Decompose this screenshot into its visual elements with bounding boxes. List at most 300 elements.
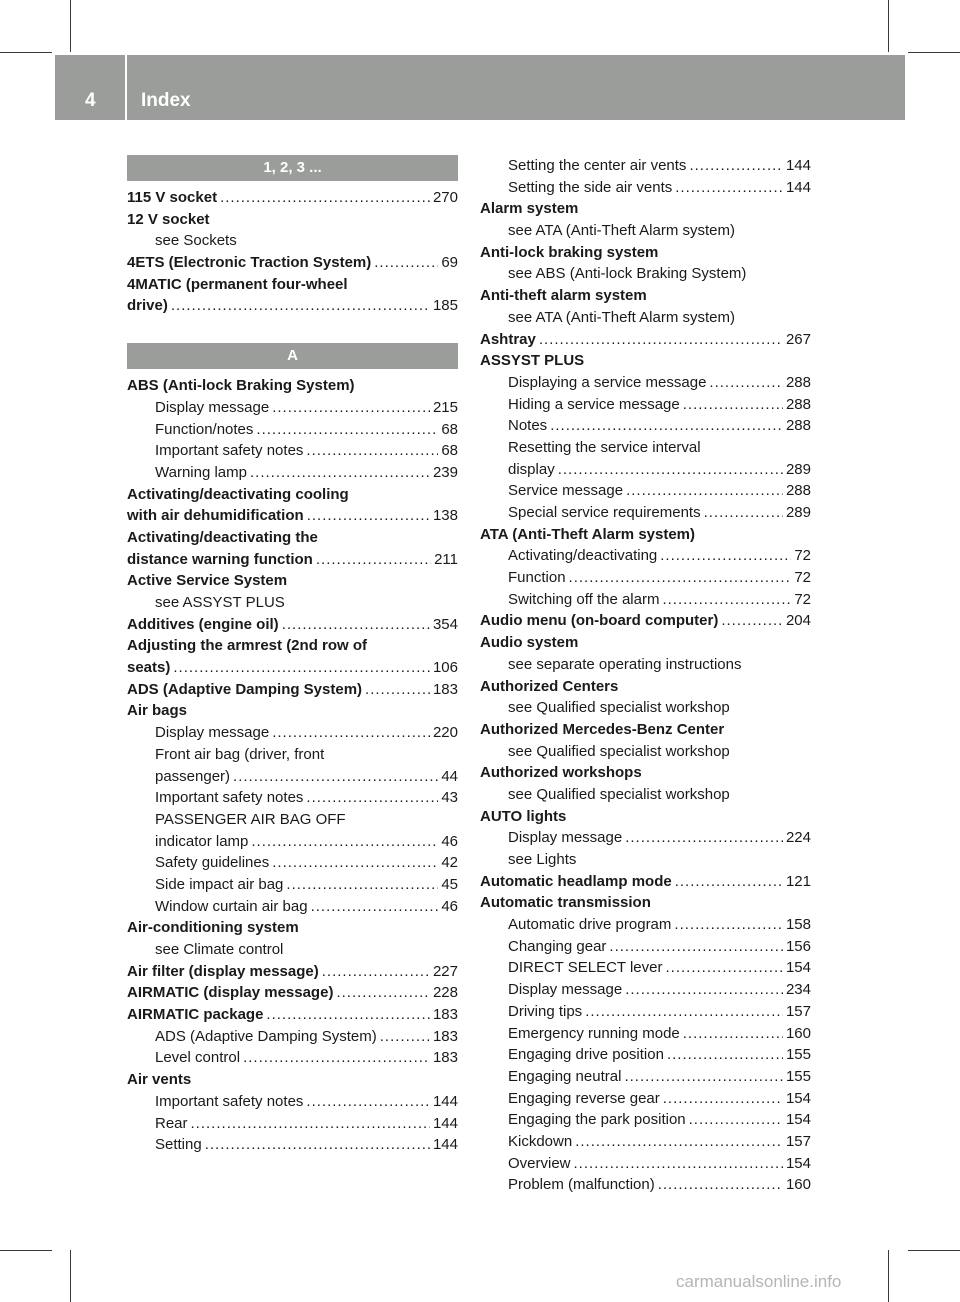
index-subentry bbox=[480, 459, 811, 481]
index-subentry bbox=[480, 1001, 811, 1023]
watermark: carmanualsonline.info bbox=[676, 1272, 842, 1291]
section-heading: A bbox=[127, 343, 458, 369]
dot-leader bbox=[233, 766, 438, 788]
dot-leader bbox=[173, 657, 430, 679]
index-subentry bbox=[480, 979, 811, 1001]
index-entry bbox=[127, 209, 458, 231]
crop-mark bbox=[888, 1250, 889, 1302]
entry-text: Display message bbox=[155, 724, 270, 742]
page-reference[interactable]: 144 bbox=[432, 1136, 458, 1154]
entry-text: 115 V socket bbox=[127, 189, 218, 206]
entry-text: Notes bbox=[508, 417, 548, 435]
dot-leader bbox=[250, 462, 430, 484]
page-reference[interactable]: 72 bbox=[794, 547, 811, 565]
index-subentry bbox=[127, 744, 458, 766]
dot-leader bbox=[675, 871, 783, 893]
index-subentry bbox=[480, 697, 811, 719]
dot-leader bbox=[683, 394, 783, 416]
index-subentry bbox=[480, 1023, 811, 1045]
crop-mark bbox=[70, 1250, 71, 1302]
index-subentry bbox=[127, 397, 458, 419]
index-subentry bbox=[480, 480, 811, 502]
page-reference[interactable]: 288 bbox=[785, 482, 811, 500]
entry-text: ASSYST PLUS bbox=[480, 352, 585, 370]
index-entry bbox=[127, 657, 458, 679]
dot-leader bbox=[306, 1091, 430, 1113]
entry-text: Setting the side air vents bbox=[508, 178, 673, 196]
page-reference[interactable]: 288 bbox=[785, 395, 811, 413]
entry-text: Audio system bbox=[480, 634, 579, 652]
page-reference[interactable]: 185 bbox=[432, 297, 458, 315]
entry-text: Driving tips bbox=[508, 1002, 583, 1020]
dot-leader bbox=[272, 722, 430, 744]
entry-text: see Qualified specialist workshop bbox=[508, 742, 730, 760]
index-subentry bbox=[480, 914, 811, 936]
entry-text: ADS (Adaptive Damping System) bbox=[127, 680, 363, 698]
crop-mark bbox=[0, 52, 52, 53]
entry-text: Anti-lock braking system bbox=[480, 243, 659, 261]
dot-leader bbox=[575, 1131, 783, 1153]
page-reference[interactable]: 154 bbox=[785, 959, 811, 977]
index-entry bbox=[127, 295, 458, 317]
entry-text: Setting bbox=[155, 1136, 202, 1154]
page-reference[interactable]: 183 bbox=[432, 1006, 458, 1024]
entry-text: Display message bbox=[508, 829, 623, 847]
entry-text: Side impact air bag bbox=[155, 875, 284, 893]
crop-mark bbox=[908, 52, 960, 53]
page-title: Index bbox=[141, 90, 191, 111]
dot-leader bbox=[689, 155, 783, 177]
entry-text: Safety guidelines bbox=[155, 854, 270, 872]
entry-text: Air bags bbox=[127, 702, 188, 720]
entry-text: Function/notes bbox=[155, 420, 254, 438]
page-reference[interactable]: 156 bbox=[785, 937, 811, 955]
index-subentry bbox=[480, 394, 811, 416]
index-subentry bbox=[480, 220, 811, 242]
index-subentry bbox=[480, 177, 811, 199]
page-reference[interactable]: 155 bbox=[785, 1046, 811, 1064]
index-entry bbox=[480, 524, 811, 546]
entry-text: Anti-theft alarm system bbox=[480, 287, 647, 305]
index-entry bbox=[127, 527, 458, 549]
dot-leader bbox=[311, 896, 439, 918]
entry-text: Setting the center air vents bbox=[508, 157, 687, 174]
entry-text: drive) bbox=[127, 297, 168, 315]
page-reference[interactable]: 211 bbox=[434, 550, 458, 568]
index-entry bbox=[127, 252, 458, 274]
dot-leader bbox=[266, 1004, 430, 1026]
index-entry bbox=[127, 505, 458, 527]
entry-text: Switching off the alarm bbox=[508, 590, 660, 608]
entry-text: AIRMATIC package bbox=[127, 1006, 264, 1024]
entry-text: Function bbox=[508, 569, 566, 587]
entry-text: PASSENGER AIR BAG OFF bbox=[155, 810, 346, 828]
index-subentry bbox=[480, 545, 811, 567]
entry-text: 4MATIC (permanent four-wheel bbox=[127, 275, 348, 293]
entry-text: see ASSYST PLUS bbox=[155, 594, 285, 611]
entry-text: indicator lamp bbox=[155, 832, 249, 850]
dot-leader bbox=[660, 545, 791, 567]
page-reference[interactable]: 154 bbox=[785, 1089, 811, 1107]
page-reference[interactable]: 43 bbox=[441, 789, 458, 807]
index-subentry bbox=[127, 419, 458, 441]
index-entry bbox=[127, 614, 458, 636]
index-entry bbox=[480, 285, 811, 307]
index-subentry bbox=[127, 874, 458, 896]
index-subentry bbox=[480, 155, 811, 177]
index-subentry bbox=[480, 1109, 811, 1131]
entry-text: see Sockets bbox=[155, 232, 237, 250]
page-reference[interactable]: 144 bbox=[785, 178, 811, 196]
entry-text: Automatic headlamp mode bbox=[480, 872, 672, 890]
dot-leader bbox=[272, 397, 430, 419]
entry-text: Important safety notes bbox=[155, 1092, 304, 1110]
page-reference[interactable]: 160 bbox=[785, 1176, 811, 1194]
index-entry bbox=[480, 892, 811, 914]
page-reference[interactable]: 157 bbox=[785, 1002, 811, 1020]
entry-text: Automatic drive program bbox=[508, 916, 672, 934]
dot-leader bbox=[306, 787, 438, 809]
index-subentry bbox=[127, 1047, 458, 1069]
index-subentry bbox=[480, 1088, 811, 1110]
page-reference[interactable]: 220 bbox=[432, 724, 458, 742]
entry-text: AUTO lights bbox=[480, 807, 567, 825]
dot-leader bbox=[374, 252, 438, 274]
index-entry bbox=[480, 198, 811, 220]
entry-text: Automatic transmission bbox=[480, 894, 651, 912]
index-subentry bbox=[480, 307, 811, 329]
index-subentry bbox=[480, 1131, 811, 1153]
index-subentry bbox=[480, 957, 811, 979]
crop-mark bbox=[0, 1250, 52, 1251]
dot-leader bbox=[243, 1047, 430, 1069]
page-reference[interactable]: 289 bbox=[785, 460, 811, 478]
entry-text: Engaging neutral bbox=[508, 1067, 622, 1085]
entry-text: Displaying a service message bbox=[508, 373, 707, 391]
entry-text: Overview bbox=[508, 1154, 571, 1172]
index-entry bbox=[480, 350, 811, 372]
dot-leader bbox=[286, 874, 438, 896]
page-reference[interactable]: 44 bbox=[441, 767, 458, 785]
dot-leader bbox=[689, 1109, 783, 1131]
entry-text: Activating/deactivating cooling bbox=[127, 485, 349, 503]
dot-leader bbox=[663, 1088, 783, 1110]
dot-leader bbox=[574, 1153, 783, 1175]
entry-text: ADS (Adaptive Damping System) bbox=[155, 1027, 377, 1045]
header-divider bbox=[125, 55, 127, 120]
section-spacer bbox=[127, 317, 458, 343]
index-subentry bbox=[127, 1134, 458, 1156]
page-reference[interactable]: 234 bbox=[785, 981, 811, 999]
entry-text: 4ETS (Electronic Traction System) bbox=[127, 254, 372, 272]
dot-leader bbox=[675, 177, 783, 199]
page-reference[interactable]: 215 bbox=[432, 398, 458, 416]
entry-text: Engaging the park position bbox=[508, 1111, 686, 1129]
page-reference[interactable]: 204 bbox=[785, 612, 811, 630]
dot-leader bbox=[272, 852, 438, 874]
index-subentry bbox=[127, 462, 458, 484]
index-entry bbox=[127, 187, 458, 209]
dot-leader bbox=[251, 831, 438, 853]
index-subentry bbox=[127, 1113, 458, 1135]
index-subentry bbox=[127, 787, 458, 809]
dot-leader bbox=[322, 961, 430, 983]
page-reference[interactable]: 155 bbox=[785, 1067, 811, 1085]
page-reference[interactable]: 158 bbox=[785, 916, 811, 934]
dot-leader bbox=[220, 187, 430, 209]
dot-leader bbox=[609, 936, 783, 958]
crop-mark bbox=[70, 0, 71, 52]
index-subentry bbox=[480, 1174, 811, 1196]
entry-text: Problem (malfunction) bbox=[508, 1176, 655, 1194]
entry-text: Changing gear bbox=[508, 937, 607, 955]
entry-text: see ABS (Anti-lock Braking System) bbox=[508, 265, 747, 283]
entry-text: Warning lamp bbox=[155, 463, 247, 481]
dot-leader bbox=[625, 827, 783, 849]
index-subentry bbox=[127, 939, 458, 961]
dot-leader bbox=[282, 614, 430, 636]
crop-mark bbox=[908, 1250, 960, 1251]
page-number: 4 bbox=[85, 90, 96, 111]
dot-leader bbox=[306, 440, 438, 462]
entry-text: DIRECT SELECT lever bbox=[508, 959, 663, 977]
entry-text: 12 V socket bbox=[127, 210, 210, 228]
index-subentry bbox=[127, 722, 458, 744]
dot-leader bbox=[667, 1044, 783, 1066]
dot-leader bbox=[666, 957, 783, 979]
index-entry bbox=[127, 549, 458, 571]
entry-text: Display message bbox=[155, 398, 270, 416]
entry-text: see ATA (Anti-Theft Alarm system) bbox=[508, 222, 736, 240]
page-reference[interactable]: 239 bbox=[432, 463, 458, 481]
dot-leader bbox=[191, 1113, 430, 1135]
dot-leader bbox=[365, 679, 430, 701]
index-entry bbox=[480, 762, 811, 784]
index-entry bbox=[480, 610, 811, 632]
index-subentry bbox=[480, 437, 811, 459]
page-reference[interactable]: 154 bbox=[785, 1111, 811, 1129]
index-subentry bbox=[480, 502, 811, 524]
index-entry bbox=[127, 484, 458, 506]
entry-text: Kickdown bbox=[508, 1132, 573, 1150]
page-reference[interactable]: 121 bbox=[785, 872, 811, 890]
entry-text: Front air bag (driver, front bbox=[155, 745, 325, 763]
entry-text: Air vents bbox=[127, 1071, 192, 1089]
index-subentry bbox=[127, 592, 458, 614]
index-subentry bbox=[480, 1153, 811, 1175]
page-reference[interactable]: 183 bbox=[432, 680, 458, 698]
page-reference[interactable]: 227 bbox=[432, 962, 458, 980]
index-subentry bbox=[127, 852, 458, 874]
entry-text: distance warning function bbox=[127, 550, 313, 568]
page-reference[interactable]: 144 bbox=[432, 1092, 458, 1110]
index-subentry bbox=[127, 1026, 458, 1048]
index-subentry bbox=[480, 827, 811, 849]
index-entry bbox=[480, 871, 811, 893]
index-entry bbox=[127, 1004, 458, 1026]
page-reference[interactable]: 72 bbox=[794, 590, 811, 608]
index-entry bbox=[480, 242, 811, 264]
entry-text: see Lights bbox=[508, 851, 577, 868]
page-reference[interactable]: 154 bbox=[785, 1154, 811, 1172]
index-column-left bbox=[127, 155, 458, 1156]
dot-leader bbox=[674, 914, 783, 936]
entry-text: Air-conditioning system bbox=[127, 919, 299, 937]
index-entry bbox=[127, 635, 458, 657]
entry-text: Important safety notes bbox=[155, 789, 304, 807]
entry-text: Service message bbox=[508, 482, 624, 500]
index-entry bbox=[127, 1069, 458, 1091]
index-subentry bbox=[127, 230, 458, 252]
index-subentry bbox=[480, 263, 811, 285]
page-reference[interactable]: 68 bbox=[441, 442, 458, 460]
entry-text: Authorized Centers bbox=[480, 677, 619, 695]
page-reference[interactable]: 354 bbox=[432, 615, 458, 633]
index-entry bbox=[480, 329, 811, 351]
dot-leader bbox=[704, 502, 783, 524]
entry-text: AIRMATIC (display message) bbox=[127, 984, 334, 1002]
index-entry bbox=[127, 961, 458, 983]
index-subentry bbox=[480, 741, 811, 763]
page-reference[interactable]: 144 bbox=[432, 1114, 458, 1132]
index-subentry bbox=[127, 831, 458, 853]
page-reference[interactable]: 46 bbox=[441, 832, 458, 850]
index-entry bbox=[127, 375, 458, 397]
entry-text: ATA (Anti-Theft Alarm system) bbox=[480, 525, 696, 543]
section-heading: 1, 2, 3 ... bbox=[127, 155, 458, 181]
entry-text: Active Service System bbox=[127, 572, 288, 590]
dot-leader bbox=[316, 549, 431, 571]
page-reference[interactable]: 45 bbox=[441, 875, 458, 893]
dot-leader bbox=[205, 1134, 430, 1156]
entry-text: Air filter (display message) bbox=[127, 962, 319, 980]
dot-leader bbox=[625, 979, 783, 1001]
entry-text: Ashtray bbox=[480, 330, 536, 348]
dot-leader bbox=[683, 1023, 783, 1045]
index-entry bbox=[127, 274, 458, 296]
dot-leader bbox=[658, 1174, 783, 1196]
page-reference[interactable]: 160 bbox=[785, 1024, 811, 1042]
crop-mark bbox=[888, 0, 889, 52]
entry-text: Emergency running mode bbox=[508, 1024, 680, 1042]
dot-leader bbox=[624, 1066, 783, 1088]
index-subentry bbox=[480, 784, 811, 806]
entry-text: Window curtain air bag bbox=[155, 897, 308, 915]
entry-text: passenger) bbox=[155, 767, 231, 785]
entry-text: Rear bbox=[155, 1114, 188, 1132]
entry-text: Adjusting the armrest (2nd row of bbox=[127, 637, 368, 655]
index-subentry bbox=[480, 567, 811, 589]
index-subentry bbox=[480, 936, 811, 958]
entry-text: Level control bbox=[155, 1049, 241, 1067]
index-entry bbox=[480, 806, 811, 828]
page-reference[interactable]: 69 bbox=[441, 254, 458, 272]
page-reference[interactable]: 157 bbox=[785, 1132, 811, 1150]
index-subentry bbox=[480, 589, 811, 611]
index-subentry bbox=[127, 440, 458, 462]
index-subentry bbox=[127, 766, 458, 788]
page-reference[interactable]: 144 bbox=[785, 157, 811, 174]
entry-text: Authorized workshops bbox=[480, 764, 642, 782]
entry-text: display bbox=[508, 460, 555, 478]
dot-leader bbox=[550, 415, 783, 437]
entry-text: see separate operating instructions bbox=[508, 655, 742, 673]
index-column-right bbox=[480, 155, 811, 1196]
index-subentry bbox=[480, 372, 811, 394]
page-reference[interactable]: 267 bbox=[785, 330, 811, 348]
entry-text: Activating/deactivating the bbox=[127, 528, 318, 546]
page-reference[interactable]: 288 bbox=[785, 373, 811, 391]
entry-text: Authorized Mercedes-Benz Center bbox=[480, 720, 725, 738]
dot-leader bbox=[626, 480, 783, 502]
page-reference[interactable]: 46 bbox=[441, 897, 458, 915]
page-reference[interactable]: 138 bbox=[432, 507, 458, 525]
page-reference[interactable]: 289 bbox=[785, 504, 811, 521]
entry-text: Resetting the service interval bbox=[508, 438, 701, 456]
index-entry bbox=[480, 719, 811, 741]
entry-text: with air dehumidification bbox=[127, 507, 304, 525]
index-entry bbox=[127, 700, 458, 722]
dot-leader bbox=[171, 295, 430, 317]
entry-text: Engaging reverse gear bbox=[508, 1089, 660, 1107]
dot-leader bbox=[336, 982, 430, 1004]
entry-text: Additives (engine oil) bbox=[127, 615, 279, 633]
entry-text: see Qualified specialist workshop bbox=[508, 699, 730, 717]
dot-leader bbox=[709, 372, 783, 394]
entry-text: seats) bbox=[127, 659, 171, 677]
dot-leader bbox=[558, 459, 783, 481]
entry-text: Audio menu (on-board computer) bbox=[480, 612, 719, 630]
index-subentry bbox=[127, 1091, 458, 1113]
page-reference[interactable]: 288 bbox=[785, 417, 811, 435]
entry-text: Display message bbox=[508, 981, 623, 999]
dot-leader bbox=[585, 1001, 783, 1023]
entry-text: see Climate control bbox=[155, 941, 284, 958]
dot-leader bbox=[539, 329, 783, 351]
entry-text: Engaging drive position bbox=[508, 1046, 664, 1064]
entry-text: see ATA (Anti-Theft Alarm system) bbox=[508, 308, 736, 326]
page-reference[interactable]: 183 bbox=[432, 1027, 458, 1045]
entry-text: Important safety notes bbox=[155, 442, 304, 460]
page-reference[interactable]: 68 bbox=[441, 420, 458, 438]
index-subentry bbox=[127, 896, 458, 918]
page-reference[interactable]: 270 bbox=[432, 189, 458, 206]
entry-text: Special service requirements bbox=[508, 504, 701, 521]
page-reference[interactable]: 42 bbox=[441, 854, 458, 872]
entry-text: ABS (Anti-lock Braking System) bbox=[127, 377, 355, 395]
entry-text: Hiding a service message bbox=[508, 395, 680, 413]
page-reference[interactable]: 183 bbox=[432, 1049, 458, 1067]
index-entry bbox=[127, 982, 458, 1004]
dot-leader bbox=[380, 1026, 430, 1048]
index-subentry bbox=[127, 809, 458, 831]
index-entry bbox=[127, 570, 458, 592]
index-entry bbox=[127, 917, 458, 939]
page-reference[interactable]: 72 bbox=[794, 569, 811, 587]
dot-leader bbox=[662, 589, 791, 611]
index-subentry bbox=[480, 1066, 811, 1088]
dot-leader bbox=[307, 505, 430, 527]
entry-text: see Qualified specialist workshop bbox=[508, 785, 730, 803]
index-entry bbox=[480, 676, 811, 698]
index-subentry bbox=[480, 415, 811, 437]
index-subentry bbox=[480, 654, 811, 676]
index-entry bbox=[127, 679, 458, 701]
page-reference[interactable]: 224 bbox=[785, 829, 811, 847]
page-reference[interactable]: 228 bbox=[432, 984, 458, 1002]
index-subentry bbox=[480, 849, 811, 871]
page-reference[interactable]: 106 bbox=[432, 659, 458, 677]
